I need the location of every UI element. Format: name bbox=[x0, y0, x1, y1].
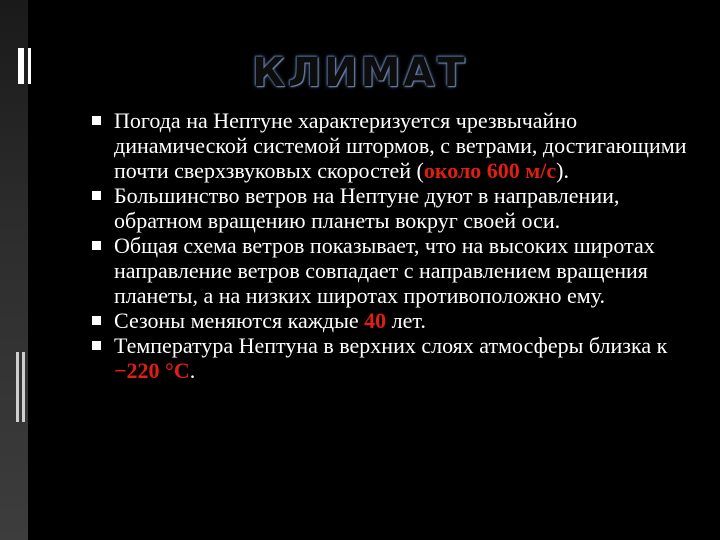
bullet-item-direction bbox=[92, 183, 692, 233]
bullet-item-seasons bbox=[92, 308, 692, 333]
bullet-text: Сезоны меняются каждые bbox=[114, 308, 365, 333]
bullet-text: Общая схема ветров показывает, что на высоких широтах направление ветров совпадает с направлением вращения планеты, а на низких широтах противоположно ему. bbox=[114, 233, 655, 308]
bullet-highlight: 40 bbox=[364, 308, 387, 333]
square-bullet-icon bbox=[92, 191, 101, 200]
square-bullet-icon bbox=[92, 116, 101, 125]
square-bullet-icon bbox=[92, 341, 101, 350]
square-bullet-icon bbox=[92, 241, 101, 250]
bullet-text: Погода на Нептуне характеризуется чрезвычайно динамической системой штормов, с ветрами, достигающими почти сверхзвуковых скоростей ( bbox=[114, 108, 687, 183]
bullet-list bbox=[92, 108, 692, 383]
bullet-text-end: лет. bbox=[386, 308, 426, 333]
bullet-text-end: . bbox=[189, 358, 196, 383]
bullet-highlight: −220 °C bbox=[114, 358, 190, 383]
square-bullet-icon bbox=[92, 316, 101, 325]
bullet-highlight: около 600 м/с bbox=[423, 158, 557, 183]
left-accent-stripe-2 bbox=[22, 352, 25, 422]
bullet-item-winds bbox=[92, 108, 692, 183]
bullet-text-end: ). bbox=[556, 158, 569, 183]
left-accent-stripe-1 bbox=[16, 352, 19, 422]
slide-title: КЛИМАТ bbox=[252, 50, 468, 96]
bullet-item-temperature bbox=[92, 333, 692, 383]
bullet-item-scheme bbox=[92, 233, 692, 308]
bullet-text: Температура Нептуна в верхних слоях атмосферы близка к bbox=[114, 333, 668, 358]
bullet-text: Большинство ветров на Нептуне дуют в направлении, обратном вращению планеты вокруг своей оси. bbox=[114, 183, 620, 233]
